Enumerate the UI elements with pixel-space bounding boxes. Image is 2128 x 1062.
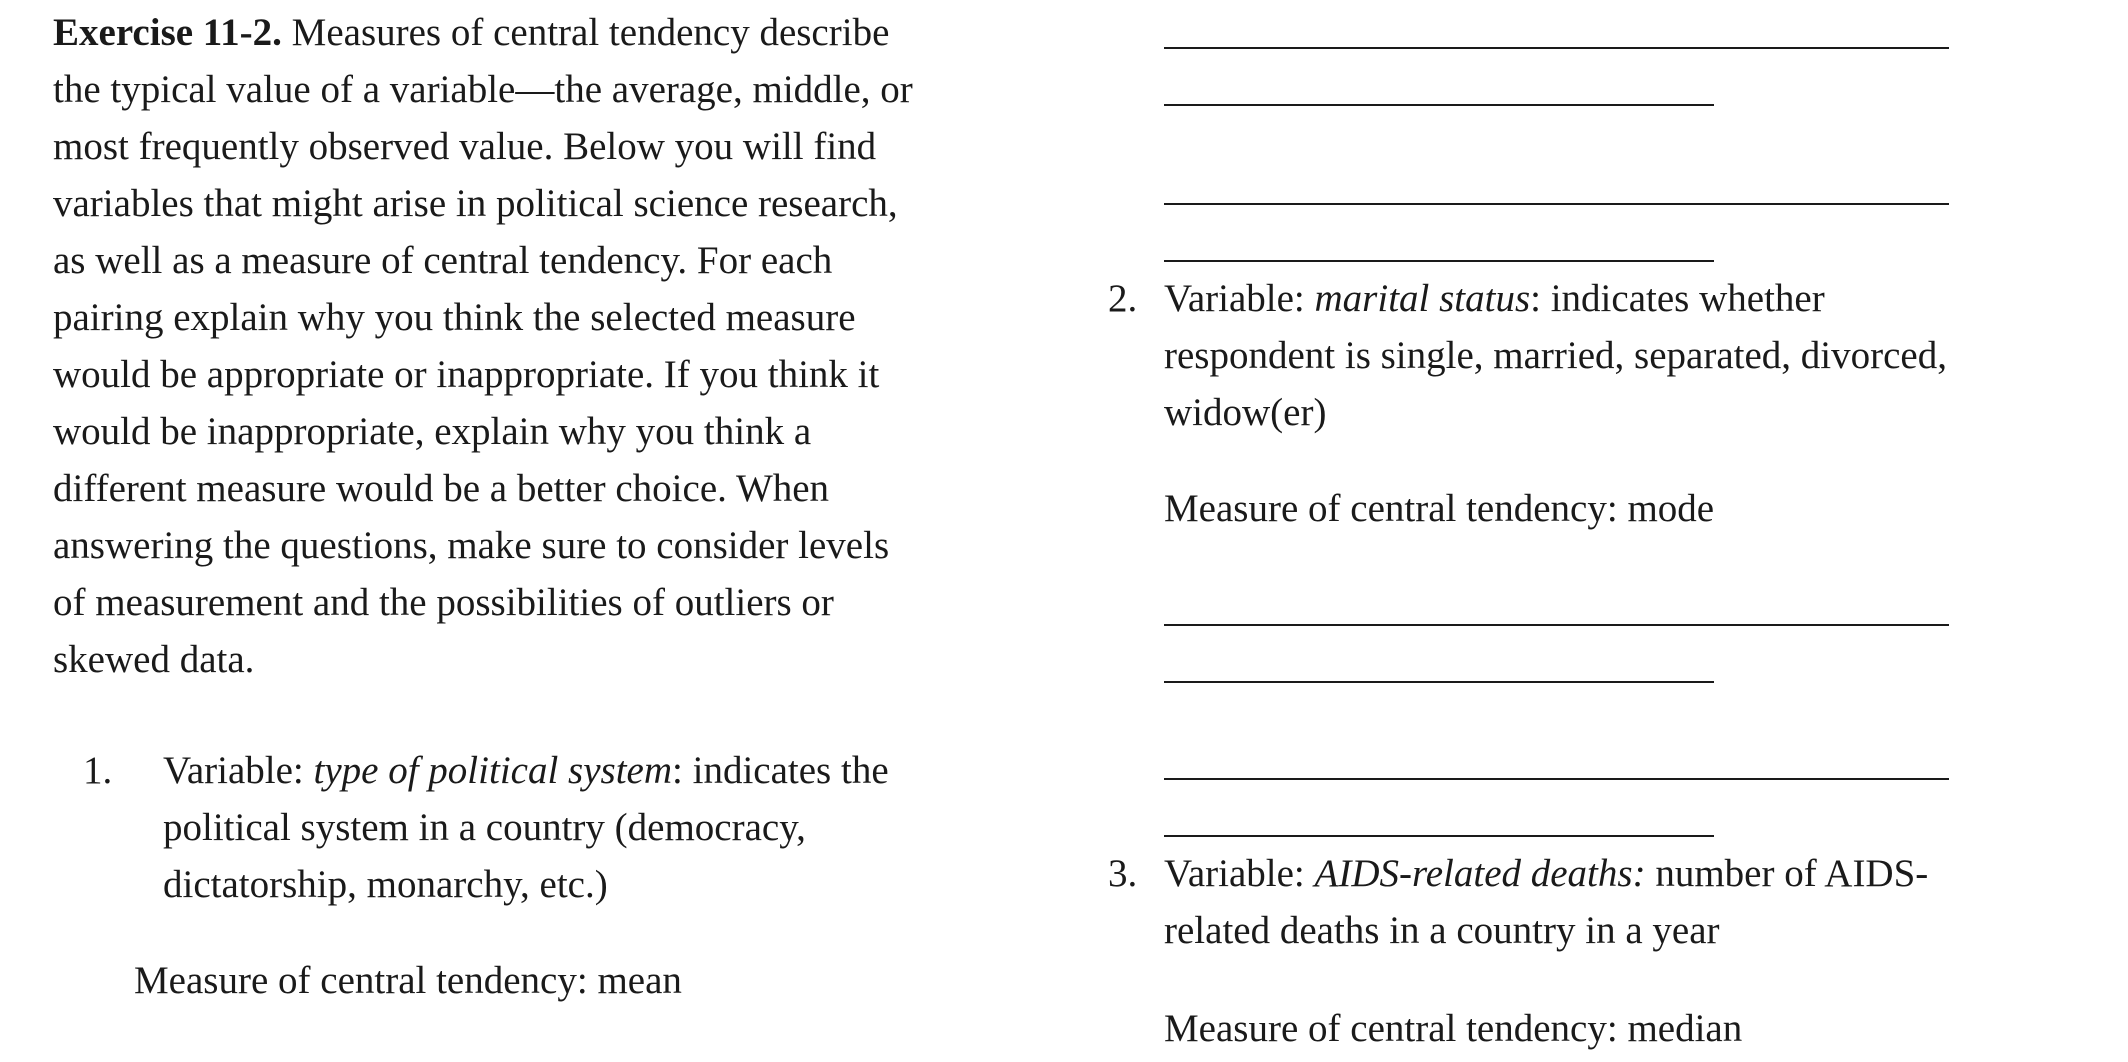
- question-1: [83, 742, 928, 913]
- question-1-text: [163, 742, 928, 913]
- question-3-variable: AIDS-related deaths:: [1314, 852, 1646, 895]
- question-2-prefix: Variable:: [1164, 277, 1315, 320]
- answer-line[interactable]: [1164, 624, 1949, 626]
- question-3-description: number of AIDS-related deaths in a country in a year: [1164, 852, 1929, 952]
- question-1-description: : indicates the political system in a country (democracy, dictatorship, monarchy, etc.): [163, 749, 889, 906]
- question-2-description: : indicates whether respondent is single, married, separated, divorced, widow(er): [1164, 277, 1947, 434]
- answer-line[interactable]: [1164, 104, 1714, 106]
- question-2-measure: Measure of central tendency: mode: [1164, 487, 1715, 530]
- exercise-instructions: Measures of central tendency describe the typical value of a variable—the average, middle, or most frequently observed value. Below you will find variables that might arise in political science research, as well as a measure of central tendency. For each pairing explain why you think the selected measure would be appropriate or inappropriate. If you think it would be inappropriate, explain why you think a different measure would be a better choice. When answering the questions, make sure to consider levels of measurement and the possibilities of outliers or skewed data.: [53, 11, 913, 681]
- answer-line[interactable]: [1164, 47, 1949, 49]
- answer-line[interactable]: [1164, 778, 1949, 780]
- question-2-number: 2.: [1108, 277, 1138, 320]
- question-1-number: 1.: [83, 749, 113, 792]
- question-3-prefix: Variable:: [1164, 852, 1315, 895]
- question-3: [1108, 845, 1988, 959]
- exercise-intro: [53, 4, 923, 688]
- question-3-text: [1164, 845, 1988, 959]
- question-2-variable: marital status: [1314, 277, 1531, 320]
- answer-line[interactable]: [1164, 835, 1714, 837]
- question-1-prefix: Variable:: [163, 749, 314, 792]
- question-3-number: 3.: [1108, 852, 1138, 895]
- question-2: [1108, 270, 1988, 441]
- question-1-variable: type of political system: [313, 749, 673, 792]
- question-3-measure: Measure of central tendency: median: [1164, 1007, 1743, 1050]
- question-1-measure: Measure of central tendency: mean: [134, 959, 682, 1002]
- question-2-text: [1164, 270, 1988, 441]
- exercise-heading: Exercise 11-2.: [53, 11, 282, 54]
- answer-line[interactable]: [1164, 203, 1949, 205]
- answer-line[interactable]: [1164, 260, 1714, 262]
- left-column: [53, 4, 923, 688]
- answer-line[interactable]: [1164, 681, 1714, 683]
